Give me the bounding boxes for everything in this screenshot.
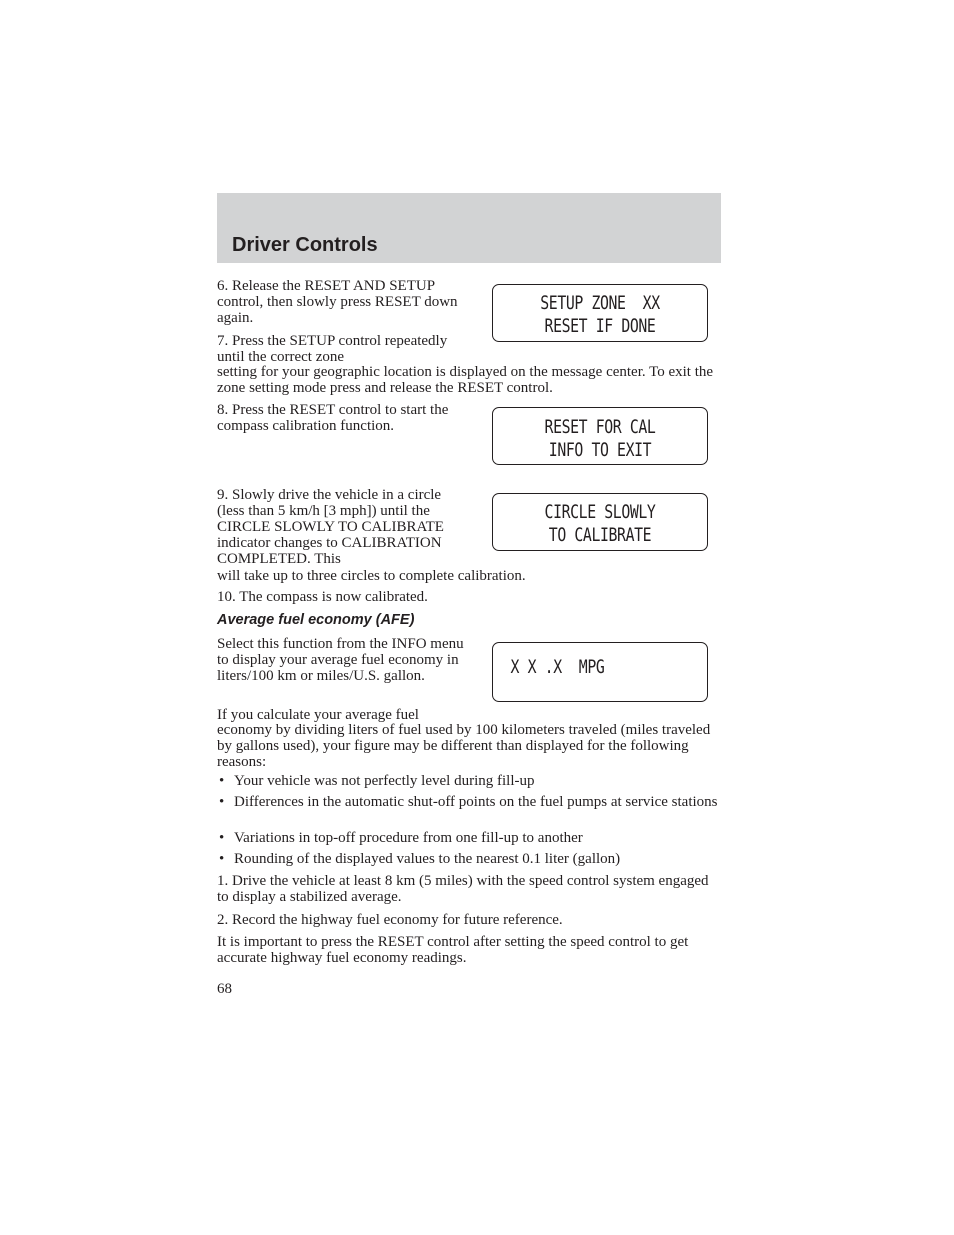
bullet-marker: • — [219, 851, 225, 867]
display-line-1: SETUP ZONE XX — [540, 292, 660, 314]
step-7-end: setting for your geographic location is displayed on the message center. To exit the zone setting mode press and release the RESET control. — [217, 364, 714, 396]
step-8: 8. Press the RESET control to start the compass calibration function. — [217, 402, 449, 434]
afe-calc-start: If you calculate your average fuel — [217, 707, 419, 723]
bullet-marker: • — [219, 794, 225, 810]
list-item-text: Variations in top-off procedure from one fill-up to another — [234, 830, 583, 846]
step-10: 10. The compass is now calibrated. — [217, 589, 428, 605]
display-mpg — [492, 642, 708, 702]
afe-step-1: 1. Drive the vehicle at least 8 km (5 miles) with the speed control system engaged to display a stabilized average. — [217, 873, 709, 905]
display-line-1: CIRCLE SLOWLY — [544, 501, 656, 523]
list-item-text: Differences in the automatic shut-off points on the fuel pumps at service stations — [234, 794, 718, 810]
list-item — [217, 773, 723, 789]
display-setup-zone — [492, 284, 708, 342]
section-title: Driver Controls — [232, 234, 378, 256]
step-7-start: 7. Press the SETUP control repeatedly until the correct zone — [217, 333, 448, 365]
step-6: 6. Release the RESET AND SETUP control, then slowly press RESET down again. — [217, 278, 458, 326]
afe-subheading: Average fuel economy (AFE) — [217, 612, 415, 628]
afe-step-2: 2. Record the highway fuel economy for future reference. — [217, 912, 563, 928]
display-line-1: X X .X MPG — [510, 656, 605, 678]
list-item — [217, 851, 723, 867]
step-9-end: will take up to three circles to complete calibration. — [217, 568, 526, 584]
list-item — [217, 830, 723, 846]
page-number: 68 — [217, 981, 232, 997]
display-line-2: INFO TO EXIT — [548, 439, 652, 461]
list-item-text: Your vehicle was not perfectly level during fill-up — [234, 773, 535, 789]
list-item-text: Rounding of the displayed values to the nearest 0.1 liter (gallon) — [234, 851, 621, 867]
bullet-marker: • — [219, 830, 225, 846]
list-item — [217, 794, 723, 810]
display-reset-for-cal — [492, 407, 708, 465]
display-line-2: TO CALIBRATE — [548, 524, 652, 546]
afe-intro: Select this function from the INFO menu to display your average fuel economy in liters/100 km or miles/U.S. gallon. — [217, 636, 464, 684]
afe-calc-end: economy by dividing liters of fuel used by 100 kilometers traveled (miles traveled by gallons used), your figure may be different than displayed for the following reasons: — [217, 722, 711, 770]
display-line-1: RESET FOR CAL — [544, 416, 656, 438]
step-9-start: 9. Slowly drive the vehicle in a circle (less than 5 km/h [3 mph]) until the CIRCLE SLOWLY TO CALIBRATE indicator changes to CALIBRATION COMPLETED. This — [217, 487, 444, 567]
display-circle-slowly — [492, 493, 708, 551]
section-header — [217, 193, 721, 263]
bullet-marker: • — [219, 773, 225, 789]
display-line-2: RESET IF DONE — [544, 315, 656, 337]
afe-note: It is important to press the RESET control after setting the speed control to get accurate highway fuel economy readings. — [217, 934, 689, 966]
